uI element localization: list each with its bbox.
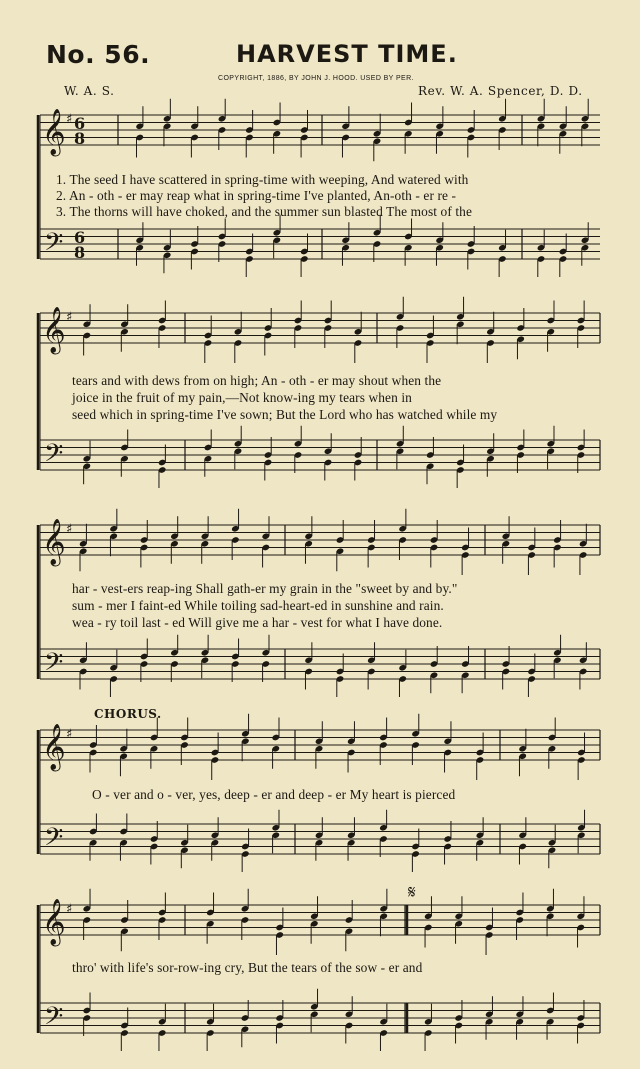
bass-clef: 𝄢 (44, 1002, 64, 1037)
hymn-number: No. 56. (46, 40, 151, 69)
chorus-label: CHORUS. (94, 707, 162, 721)
treble-clef: 𝄞 (42, 519, 66, 565)
lyric-line: 2. An - oth - er may reap what in spring-time I've planted, An-oth - er re - (56, 188, 457, 203)
treble-clef: 𝄞 (42, 724, 66, 770)
time-signature-bottom: 8 (74, 243, 86, 262)
key-signature-sharp: ♯ (66, 727, 73, 742)
treble-clef: 𝄞 (42, 109, 66, 155)
time-signature-top: 6 (74, 114, 86, 133)
bass-clef: 𝄢 (44, 823, 64, 858)
time-signature-top: 6 (74, 228, 86, 247)
lyricist-credit: W. A. S. (64, 84, 115, 98)
bass-clef: 𝄢 (44, 648, 64, 683)
copyright-notice: COPYRIGHT, 1886, BY JOHN J. HOOD. USED BY PER. (218, 75, 414, 82)
lyric-line: O - ver and o - ver, yes, deep - er and deep - er My heart is pierced (92, 787, 456, 802)
treble-clef: 𝄞 (42, 307, 66, 353)
lyric-line: 1. The seed I have scattered in spring-time with weeping, And watered with (56, 172, 469, 187)
hymn-title: HARVEST TIME. (236, 40, 458, 68)
segno-sign: 𝄋 (408, 882, 416, 903)
time-signature-bottom: 8 (74, 129, 86, 148)
lyric-line: joice in the fruit of my pain,—Not know-ing my tears when in (72, 390, 412, 405)
bass-clef: 𝄢 (44, 439, 64, 474)
lyric-line: 3. The thorns will have choked, and the summer sun blasted The most of the (56, 204, 472, 219)
key-signature-sharp: ♯ (66, 522, 73, 537)
lyric-line: sum - mer I faint-ed While toiling sad-heart-ed in sunshine and rain. (72, 598, 444, 613)
lyric-line: seed which in spring-time I've sown; But the Lord who has watched while my (72, 407, 498, 422)
key-signature-sharp: ♯ (66, 310, 73, 325)
lyric-line: har - vest-ers reap-ing Shall gath-er my grain in the "sweet by and by." (72, 581, 458, 596)
key-signature-sharp: ♯ (66, 112, 73, 127)
bass-clef: 𝄢 (44, 228, 64, 263)
lyric-line: thro' with life's sor-row-ing cry, But the tears of the sow - er and (72, 960, 423, 975)
lyric-line: wea - ry toil last - ed Will give me a har - vest for what I have done. (72, 615, 443, 630)
treble-clef: 𝄞 (42, 899, 66, 945)
lyric-line: tears and with dews from on high; An - oth - er may shout when the (72, 373, 442, 388)
key-signature-sharp: ♯ (66, 902, 73, 917)
composer-credit: Rev. W. A. Spencer, D. D. (418, 84, 583, 98)
